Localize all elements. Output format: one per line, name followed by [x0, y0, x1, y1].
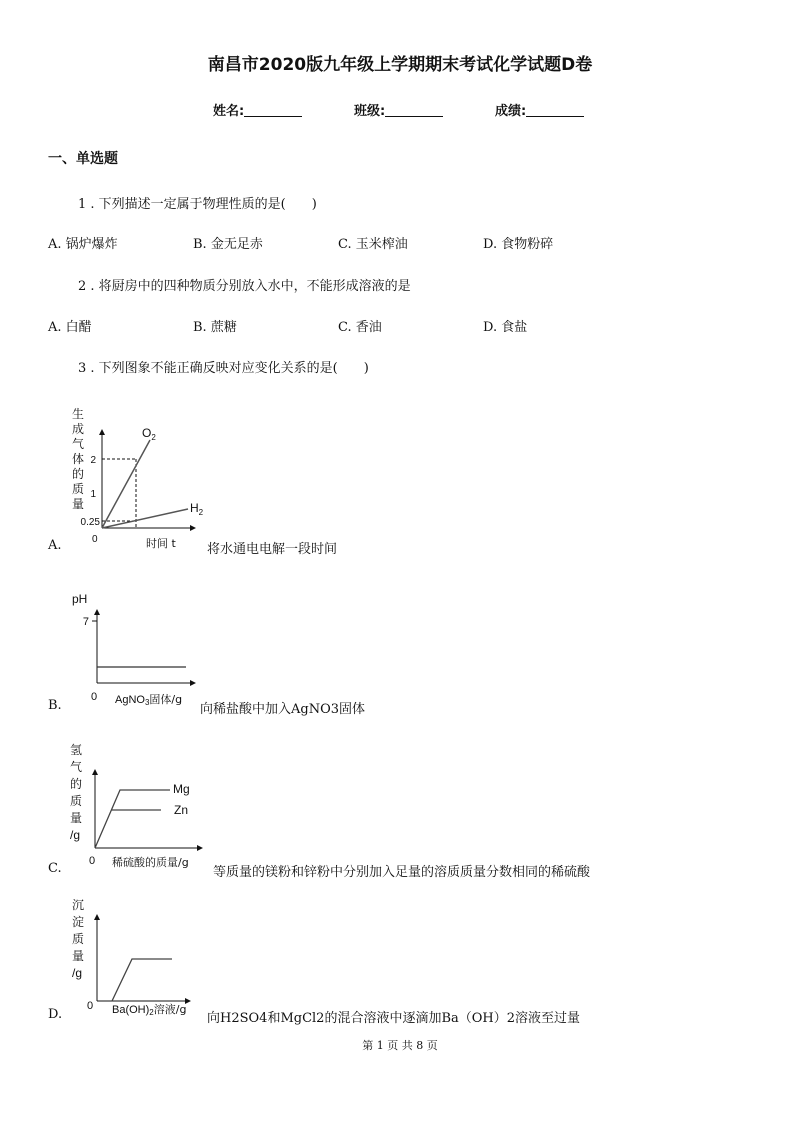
graph-a-origin: 0	[92, 534, 98, 545]
graph-d-line	[112, 959, 172, 1001]
graph-a-ylabel-0: 生	[72, 407, 85, 421]
graph-a-label-o2: $O_2$	[142, 426, 156, 442]
graph-a-ylabel-6: 量	[72, 497, 85, 511]
question-1-text: 1 . 下列描述一定属于物理性质的是( )	[78, 197, 317, 212]
name-label: 姓名:	[213, 104, 245, 119]
score-label: 成绩:	[495, 104, 527, 119]
graph-d-origin: 0	[87, 1000, 94, 1012]
page-footer: 第 1 页 共 8 页	[362, 1039, 438, 1052]
score-blank[interactable]	[526, 103, 584, 117]
graph-c-xlabel: 稀硫酸的质量/g	[112, 856, 189, 869]
q1-option-c[interactable]: C. 玉米榨油	[338, 237, 408, 252]
graph-c-ylabel-0: 氢	[70, 743, 83, 757]
name-blank[interactable]	[244, 103, 302, 117]
graph-d-ylabel-2: 质	[72, 932, 85, 946]
graph-a-electrolysis	[60, 400, 210, 555]
graph-a-line-h2	[102, 509, 188, 528]
q3-option-d-letter[interactable]: D.	[48, 1007, 63, 1022]
graph-a-tick-2: 2	[90, 455, 96, 466]
graph-a-xlabel: 时间 t	[146, 537, 176, 550]
q2-option-d[interactable]: D. 食盐	[483, 320, 528, 335]
question-2-text: 2 . 将厨房中的四种物质分别放入水中，不能形成溶液的是	[78, 279, 411, 294]
graph-a-line-o2	[102, 440, 150, 528]
class-blank[interactable]	[385, 103, 443, 117]
graph-c-label-mg: Mg	[173, 782, 190, 796]
question-3-text: 3 . 下列图象不能正确反映对应变化关系的是( )	[78, 361, 369, 376]
q3-option-c-caption: 等质量的镁粉和锌粉中分别加入足量的溶质质量分数相同的稀硫酸	[213, 865, 591, 880]
graph-c-ylabel-5: /g	[70, 828, 81, 842]
graph-a-ylabel-1: 成	[72, 422, 85, 436]
graph-a-tick-025: 0.25	[80, 517, 100, 528]
q2-option-a[interactable]: A. 白醋	[48, 320, 92, 335]
graph-a-ylabel-2: 气	[72, 437, 85, 451]
q1-option-d[interactable]: D. 食物粉碎	[483, 237, 554, 252]
q3-option-a-caption: 将水通电电解一段时间	[207, 542, 338, 557]
q3-option-b-caption: 向稀盐酸中加入AgNO3固体	[200, 702, 366, 717]
graph-c-origin: 0	[89, 855, 96, 867]
graph-b-ph	[65, 585, 205, 715]
graph-c-label-zn: Zn	[174, 803, 189, 817]
graph-b-tick-7: 7	[82, 616, 89, 628]
graph-a-label-h2: $H_2$	[190, 501, 204, 517]
q3-option-d-caption: 向H2SO4和MgCl2的混合溶液中逐滴加Ba（OH）2溶液至过量	[207, 1011, 581, 1026]
graph-b-origin: 0	[91, 691, 98, 703]
graph-b-ylabel: pH	[72, 592, 88, 606]
class-label: 班级:	[354, 104, 386, 119]
q3-option-c-letter[interactable]: C.	[48, 861, 62, 876]
name-field	[213, 100, 302, 119]
q1-option-b[interactable]: B. 金无足赤	[193, 237, 263, 252]
graph-d-ylabel-1: 淀	[72, 915, 85, 929]
graph-c-ylabel-2: 的	[70, 777, 83, 791]
graph-c-line-mg	[95, 790, 170, 848]
graph-d-ylabel-0: 沉	[72, 898, 85, 912]
graph-d-ylabel-3: 量	[72, 949, 85, 963]
graph-a-ylabel-4: 的	[72, 467, 85, 481]
q3-option-a-letter[interactable]: A.	[48, 538, 62, 553]
graph-d-xlabel: Ba(OH)2溶液/g	[112, 1003, 187, 1017]
graph-d-ylabel-4: /g	[72, 966, 83, 980]
q2-option-b[interactable]: B. 蔗糖	[193, 320, 237, 335]
q2-option-c[interactable]: C. 香油	[338, 320, 382, 335]
section-title: 一、单选题	[48, 151, 118, 167]
class-field	[354, 100, 443, 119]
graph-c-ylabel-3: 质	[70, 794, 83, 808]
score-field	[495, 100, 584, 119]
graph-a-ylabel-5: 质	[72, 482, 85, 496]
graph-c-ylabel-4: 量	[70, 811, 83, 825]
q3-option-b-letter[interactable]: B.	[48, 698, 62, 713]
graph-d-precipitate	[62, 893, 212, 1023]
graph-b-xlabel: AgNO3固体/g	[115, 693, 183, 707]
graph-a-tick-1: 1	[90, 489, 96, 500]
q1-option-a[interactable]: A. 锅炉爆炸	[48, 237, 118, 252]
graph-c-ylabel-1: 气	[70, 760, 83, 774]
graph-a-ylabel-3: 体	[72, 452, 85, 466]
page-title: 南昌市2020版九年级上学期期末考试化学试题D卷	[207, 55, 593, 75]
graph-c-hydrogen	[62, 740, 212, 875]
